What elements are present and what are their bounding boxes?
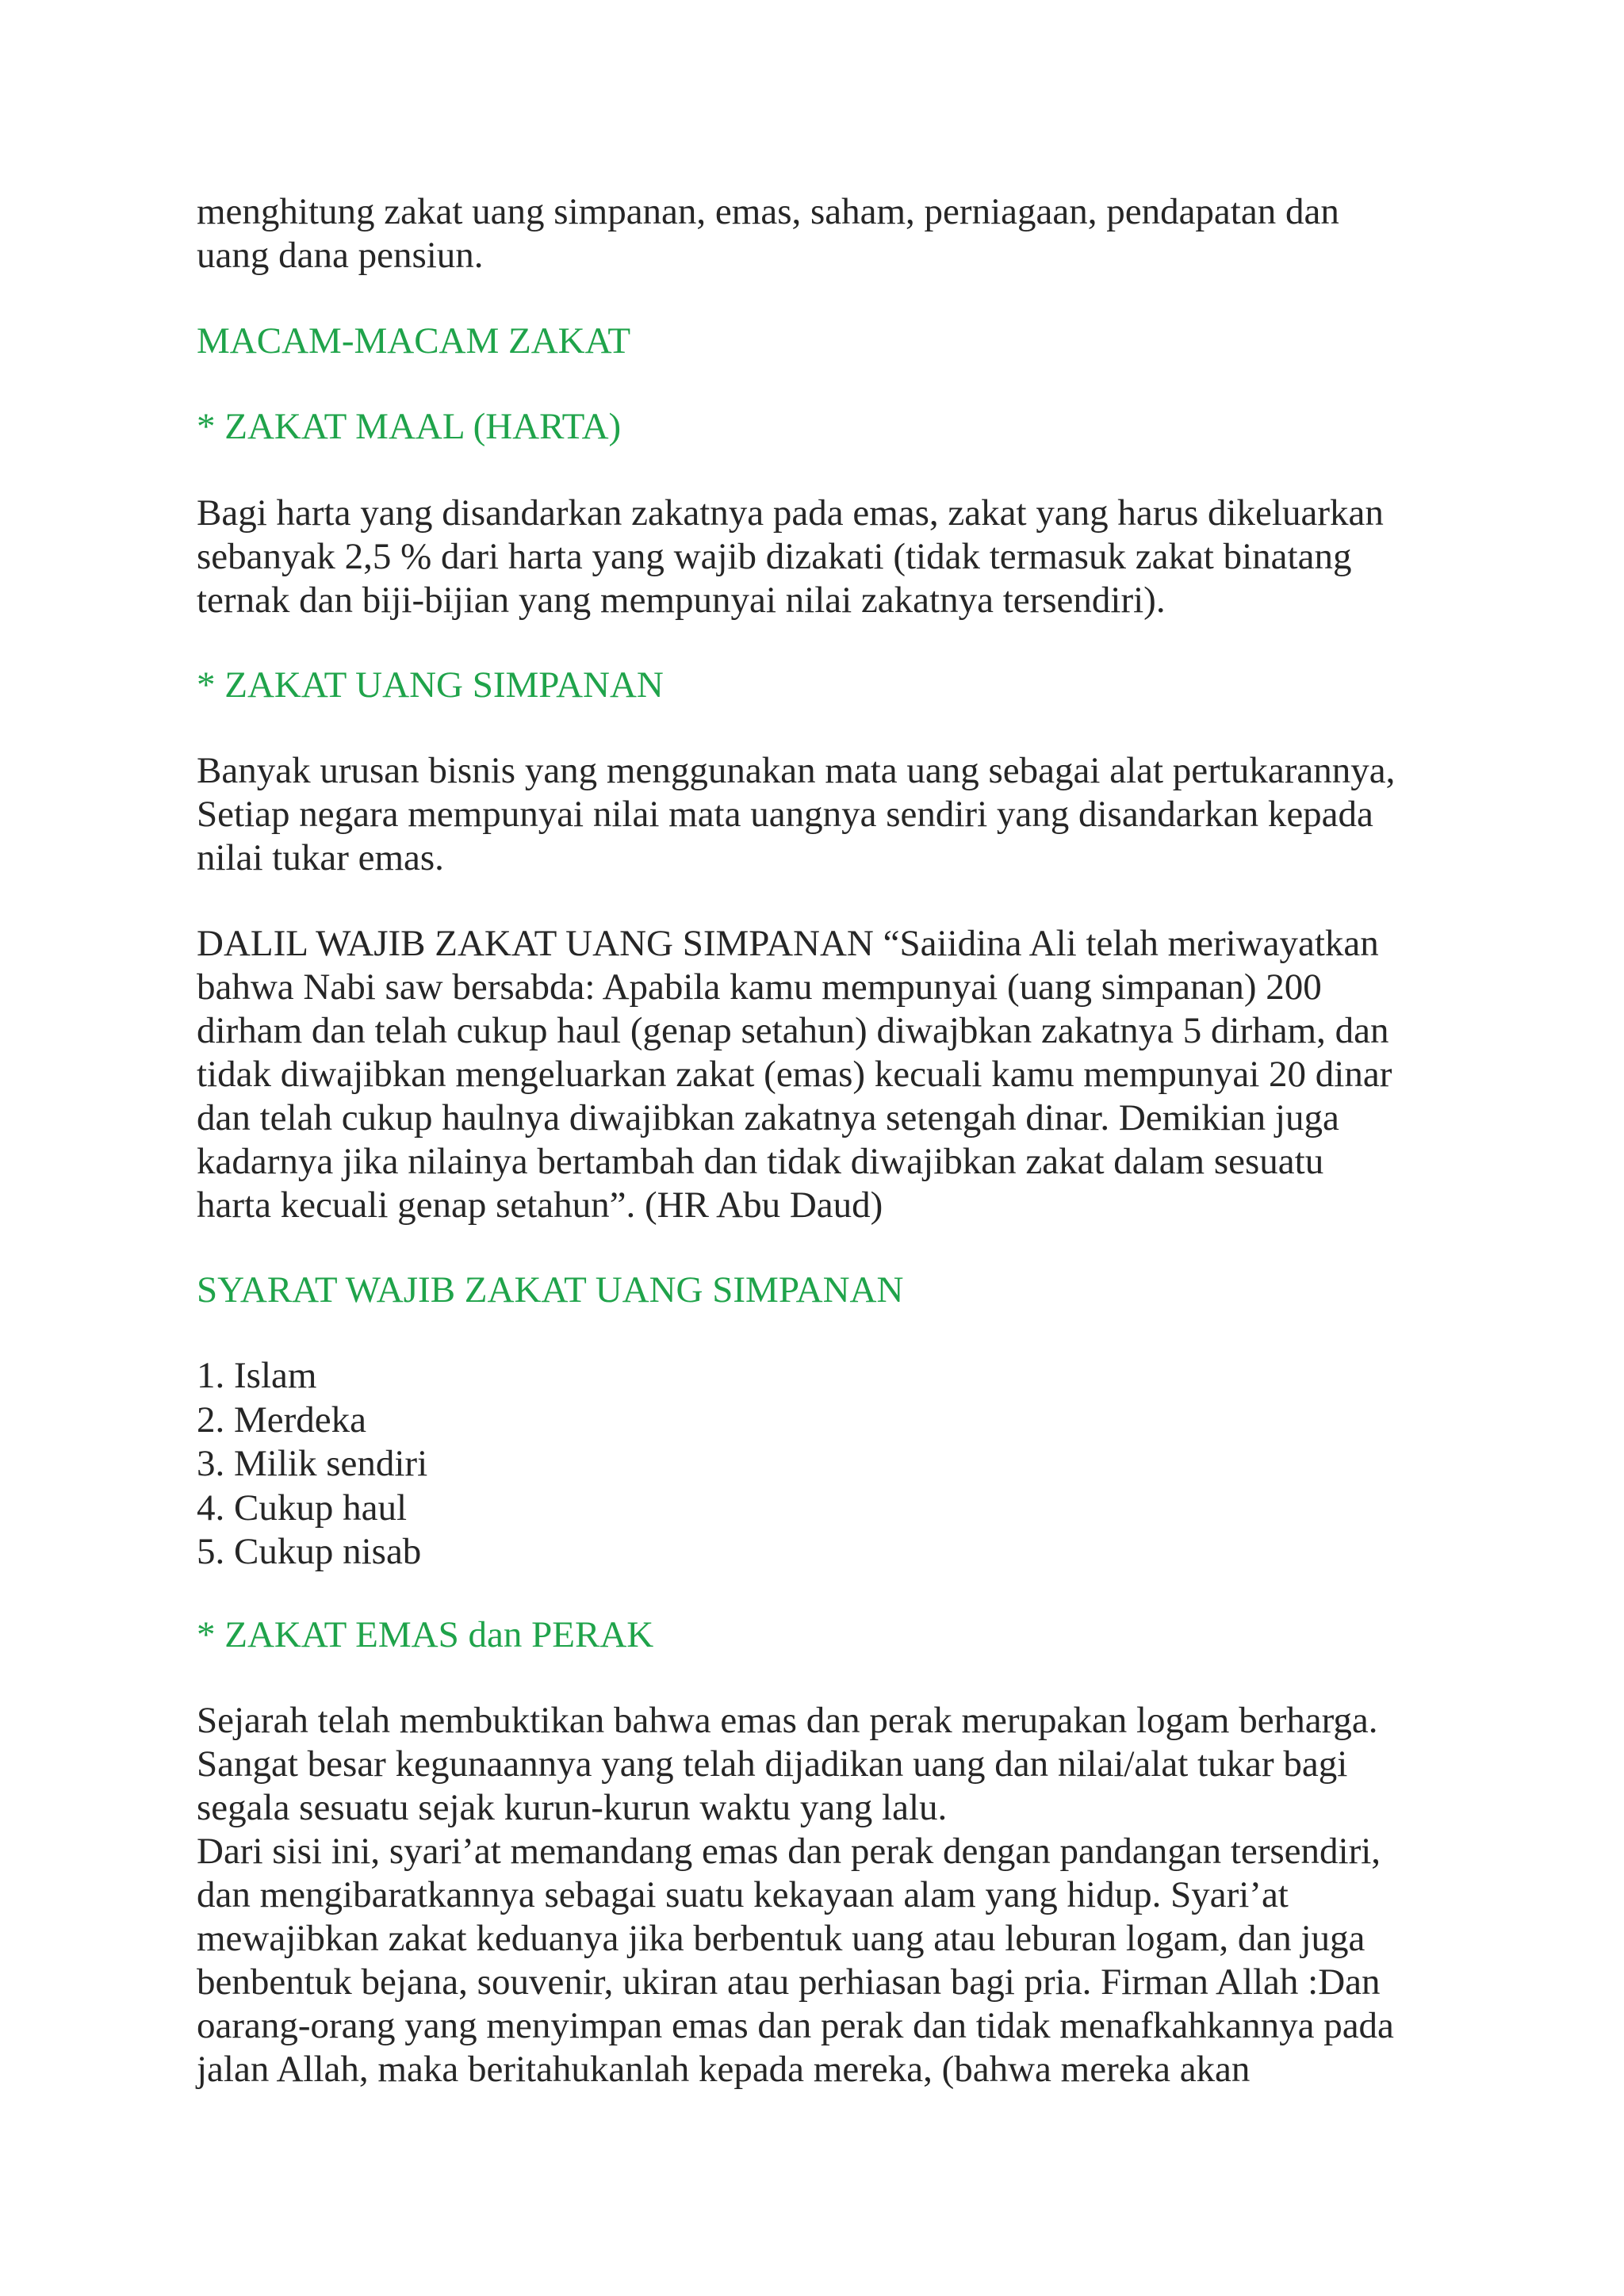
text-line: mewajibkan zakat keduanya jika berbentuk uang atau leburan logam, dan juga: [197, 1918, 1365, 1959]
text-line: Sejarah telah membuktikan bahwa emas dan perak merupakan logam berharga.: [197, 1700, 1378, 1741]
text-line: dan mengibaratkannya sebagai suatu kekayaan alam yang hidup. Syari’at: [197, 1874, 1289, 1915]
text-line: harta kecuali genap setahun”. (HR Abu Daud): [197, 1184, 883, 1226]
text-line: segala sesuatu sejak kurun-kurun waktu yang lalu.: [197, 1787, 948, 1828]
heading-syarat-wajib: SYARAT WAJIB ZAKAT UANG SIMPANAN: [197, 1269, 904, 1311]
syarat-list: [197, 1354, 427, 1575]
heading-macam-macam-zakat: MACAM-MACAM ZAKAT: [197, 320, 631, 362]
intro-paragraph: [197, 190, 1339, 277]
text-line: benbentuk bejana, souvenir, ukiran atau perhiasan bagi pria. Firman Allah :Dan: [197, 1961, 1381, 2003]
list-item: 5. Cukup nisab: [197, 1531, 422, 1572]
text-line: Dari sisi ini, syari’at memandang emas dan perak dengan pandangan tersendiri,: [197, 1831, 1381, 1872]
text-line: oarang-orang yang menyimpan emas dan perak dan tidak menafkahkannya pada: [197, 2005, 1394, 2046]
text-line: kadarnya jika nilainya bertambah dan tidak diwajibkan zakat dalam sesuatu: [197, 1141, 1324, 1182]
text-line: nilai tukar emas.: [197, 837, 444, 878]
list-item: 4. Cukup haul: [197, 1487, 408, 1529]
heading-zakat-uang-simpanan: * ZAKAT UANG SIMPANAN: [197, 664, 664, 706]
list-item: 3. Milik sendiri: [197, 1443, 428, 1484]
text-line: dirham dan telah cukup haul (genap setahun) diwajbkan zakatnya 5 dirham, dan: [197, 1010, 1389, 1051]
uang-paragraph: [197, 749, 1395, 880]
text-line: bahwa Nabi saw bersabda: Apabila kamu mempunyai (uang simpanan) 200: [197, 966, 1322, 1008]
text-line: dan telah cukup haulnya diwajibkan zakatnya setengah dinar. Demikian juga: [197, 1097, 1339, 1138]
dalil-paragraph: [197, 922, 1392, 1227]
text-line: menghitung zakat uang simpanan, emas, saham, perniagaan, pendapatan dan: [197, 191, 1339, 232]
text-line: ternak dan biji-bijian yang mempunyai nilai zakatnya tersendiri).: [197, 580, 1166, 621]
text-line: Setiap negara mempunyai nilai mata uangnya sendiri yang disandarkan kepada: [197, 794, 1373, 835]
emas-paragraph: [197, 1699, 1394, 2091]
text-line: Bagi harta yang disandarkan zakatnya pada emas, zakat yang harus dikeluarkan: [197, 492, 1384, 534]
text-line: Banyak urusan bisnis yang menggunakan mata uang sebagai alat pertukarannya,: [197, 750, 1396, 791]
text-line: DALIL WAJIB ZAKAT UANG SIMPANAN “Saiidina Ali telah meriwayatkan: [197, 923, 1379, 964]
text-line: jalan Allah, maka beritahukanlah kepada mereka, (bahwa mereka akan: [197, 2049, 1251, 2090]
heading-zakat-maal: * ZAKAT MAAL (HARTA): [197, 406, 622, 447]
list-item: 2. Merdeka: [197, 1399, 367, 1441]
text-line: sebanyak 2,5 % dari harta yang wajib dizakati (tidak termasuk zakat binatang: [197, 536, 1352, 577]
text-line: Sangat besar kegunaannya yang telah dijadikan uang dan nilai/alat tukar bagi: [197, 1743, 1348, 1785]
list-item: 1. Islam: [197, 1355, 317, 1396]
maal-paragraph: [197, 492, 1384, 622]
text-line: tidak diwajibkan mengeluarkan zakat (emas) kecuali kamu mempunyai 20 dinar: [197, 1054, 1392, 1095]
heading-zakat-emas-perak: * ZAKAT EMAS dan PERAK: [197, 1614, 654, 1655]
text-line: uang dana pensiun.: [197, 235, 484, 276]
